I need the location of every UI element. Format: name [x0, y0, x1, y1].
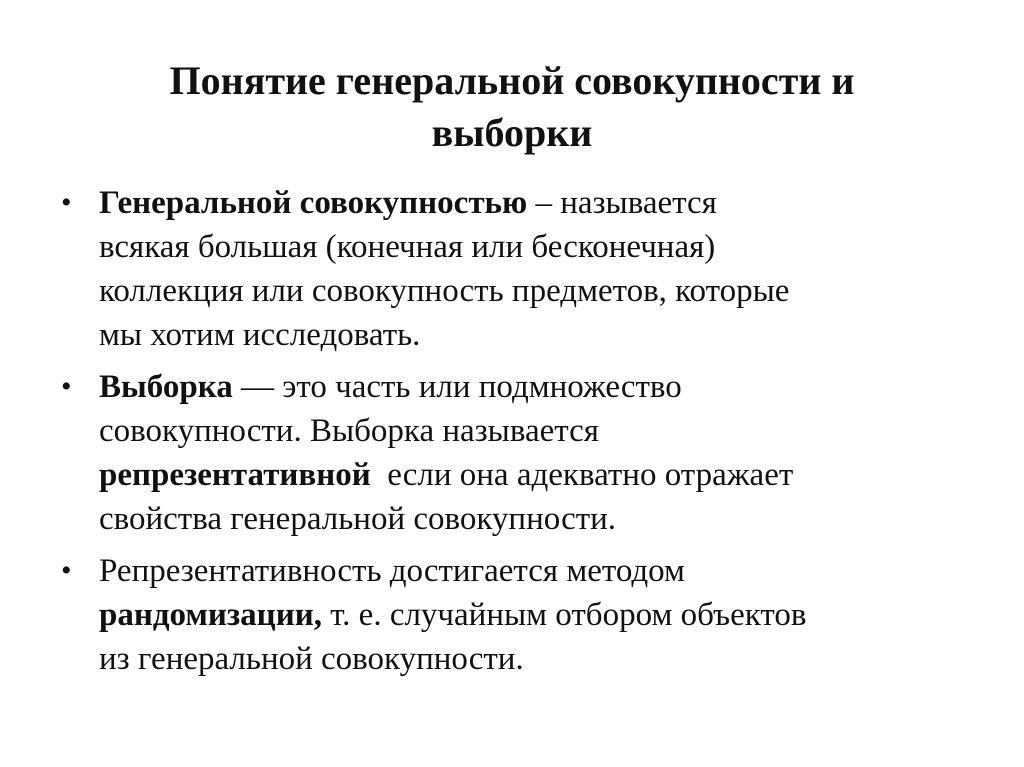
bullet-item-population: [55, 181, 985, 357]
bullet-icon: •: [61, 554, 72, 587]
title-line-2: выборки: [431, 109, 593, 155]
term-randomization: рандомизации,: [99, 597, 322, 633]
term-sample: Выборка: [99, 369, 233, 405]
bullet-item-representativeness: [55, 549, 985, 681]
bullet-item-sample: [55, 365, 985, 541]
text-line: всякая большая (конечная или бесконечная): [99, 229, 716, 265]
title-line-1: Понятие генеральной совокупности и: [169, 57, 855, 103]
text-segment: — это часть или подмножество: [232, 369, 682, 405]
bullet-icon: •: [61, 186, 72, 219]
bullet-list: [55, 181, 985, 689]
text-segment: т. е. случайным отбором объектов: [321, 597, 807, 633]
text-line: коллекция или совокупность предметов, которые: [99, 273, 790, 309]
text-segment: – называется: [527, 185, 717, 221]
bullet-icon: •: [61, 370, 72, 403]
text-line: Репрезентативность достигается методом: [99, 553, 685, 589]
term-population: Генеральной совокупностью: [99, 185, 528, 221]
text-line: свойства генеральной совокупности.: [99, 501, 617, 537]
text-line: мы хотим исследовать.: [99, 317, 421, 353]
text-line: совокупности. Выборка называется: [99, 413, 599, 449]
term-representative: репрезентативной: [99, 457, 371, 493]
text-line: [99, 593, 985, 637]
text-line: [99, 365, 985, 409]
slide-title: [60, 55, 964, 159]
text-line: [99, 181, 985, 225]
text-line: [99, 453, 985, 497]
text-segment: если она адекватно отражает: [370, 457, 794, 493]
text-line: из генеральной совокупности.: [99, 641, 524, 677]
